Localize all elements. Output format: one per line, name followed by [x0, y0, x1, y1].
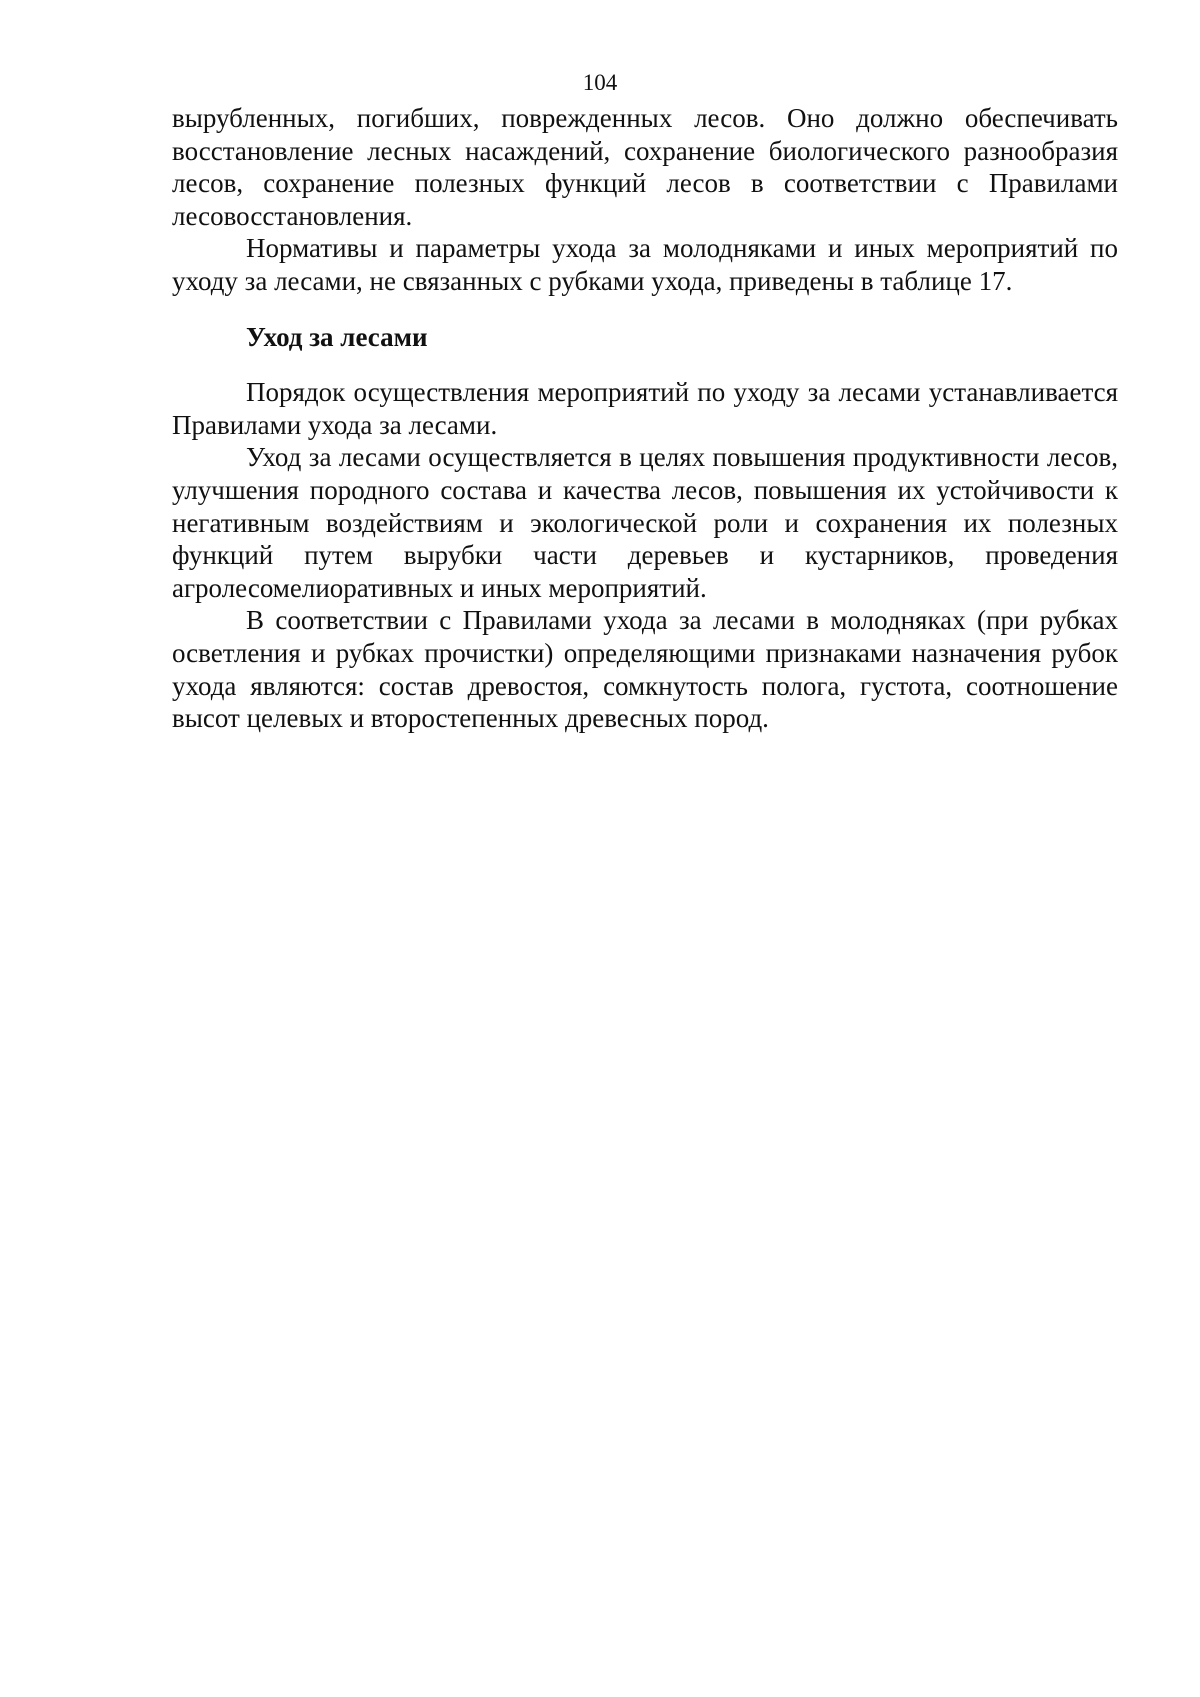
paragraph-continuation: вырубленных, погибших, поврежденных лесов. Оно должно обеспечивать восстановление лесных насаждений, сохранение биологического разнообразия лесов, сохранение полезных функций лесов в соответствии с Правилами лесовосстановления. — [172, 103, 1118, 231]
section-heading: Уход за лесами — [246, 321, 428, 352]
paragraph-criteria: В соответствии с Правилами ухода за лесами в молодняках (при рубках осветления и рубках прочистки) определяющими признаками назначения рубок ухода являются: состав древостоя, сомкнутость полога, густота, соотношение высот целевых и второстепенных древесных пород. — [172, 605, 1118, 734]
paragraph-norms: Нормативы и параметры ухода за молодняками и иных мероприятий по уходу за лесами, не связанных с рубками ухода, приведены в таблице 17. — [172, 233, 1118, 296]
paragraph-purpose: Уход за лесами осуществляется в целях повышения продуктивности лесов, улучшения породного состава и качества лесов, повышения их устойчивости к негативным воздействиям и экологической роли и сохранения их полезных функций путем вырубки части деревьев и кустарников, проведения агролесомелиоративных и иных мероприятий. — [172, 442, 1118, 603]
document-body — [172, 102, 1118, 735]
page-number: 104 — [582, 70, 618, 95]
paragraph-procedure: Порядок осуществления мероприятий по уходу за лесами устанавливается Правилами ухода за лесами. — [172, 377, 1118, 440]
